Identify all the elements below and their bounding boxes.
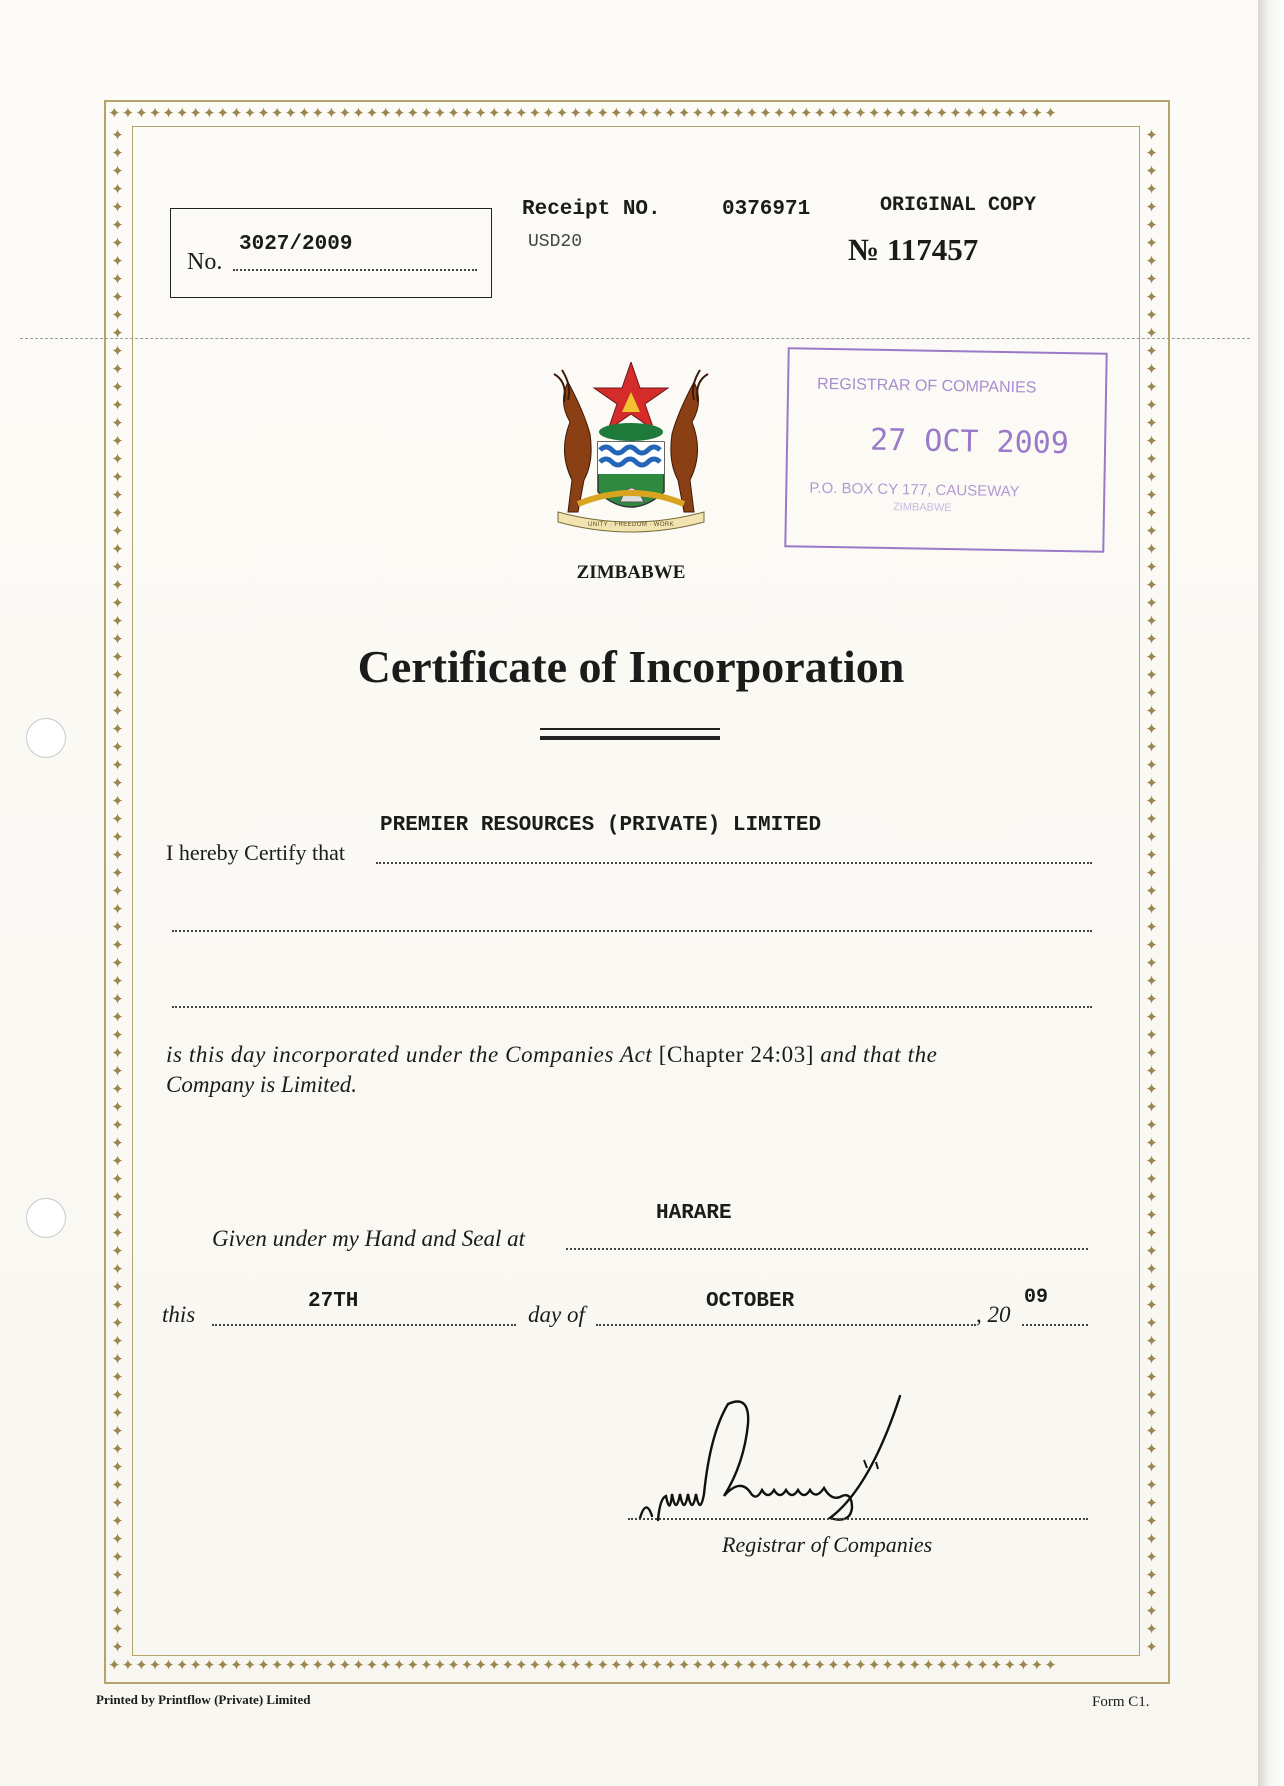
star-border-top: ✦✦✦✦✦✦✦✦✦✦✦✦✦✦✦✦✦✦✦✦✦✦✦✦✦✦✦✦✦✦✦✦✦✦✦✦✦✦✦✦✦✦✦✦✦✦✦✦✦✦✦✦✦✦✦✦✦✦✦✦✦✦✦✦✦✦✦✦✦✦ — [108, 104, 1058, 122]
number-label: No. — [187, 249, 223, 275]
coat-of-arms-emblem — [528, 362, 734, 540]
certificate-number-box — [170, 208, 492, 298]
receipt-number: 0376971 — [722, 198, 811, 221]
limited-statement: Company is Limited. — [166, 1072, 358, 1097]
company-name: PREMIER RESOURCES (PRIVATE) LIMITED — [380, 814, 822, 837]
this-label: this — [162, 1302, 196, 1327]
certify-label: I hereby Certify that — [166, 840, 345, 865]
emblem-motto: UNITY · FREEDOM · WORK — [588, 522, 675, 528]
stamp-address: P.O. BOX CY 177, CAUSEWAY — [809, 479, 1020, 501]
incorporation-statement: is this day incorporated under the Companies Act [Chapter 24:03] and that the — [166, 1042, 938, 1067]
form-number: Form C1. — [1092, 1694, 1150, 1710]
punch-hole — [26, 1198, 66, 1238]
registrar-stamp — [784, 347, 1107, 553]
star-border-left: ✦ ✦ ✦ ✦ ✦ ✦ ✦ ✦ ✦ ✦ ✦ ✦ ✦ ✦ ✦ ✦ ✦ ✦ ✦ ✦ ✦ ✦ ✦ ✦ ✦ ✦ ✦ ✦ ✦ ✦ ✦ ✦ ✦ ✦ ✦ ✦ ✦ ✦ ✦ ✦ ✦ ✦ ✦ ✦ ✦ ✦ ✦ ✦ ✦ ✦ ✦ ✦ ✦ ✦ ✦ ✦ ✦ ✦ ✦ ✦ ✦ ✦ ✦ ✦ ✦ ✦ ✦ ✦ ✦ ✦ ✦ ✦ ✦ ✦ ✦ ✦ ✦ ✦ ✦ ✦ ✦ ✦ ✦ ✦ ✦ — [111, 126, 125, 1656]
stamp-heading: REGISTRAR OF COMPANIES — [816, 375, 1037, 397]
year-prefix: , 20 — [976, 1302, 1011, 1327]
month-value: OCTOBER — [706, 1290, 795, 1313]
star-border-right: ✦ ✦ ✦ ✦ ✦ ✦ ✦ ✦ ✦ ✦ ✦ ✦ ✦ ✦ ✦ ✦ ✦ ✦ ✦ ✦ ✦ ✦ ✦ ✦ ✦ ✦ ✦ ✦ ✦ ✦ ✦ ✦ ✦ ✦ ✦ ✦ ✦ ✦ ✦ ✦ ✦ ✦ ✦ ✦ ✦ ✦ ✦ ✦ ✦ ✦ ✦ ✦ ✦ ✦ ✦ ✦ ✦ ✦ ✦ ✦ ✦ ✦ ✦ ✦ ✦ ✦ ✦ ✦ ✦ ✦ ✦ ✦ ✦ ✦ ✦ ✦ ✦ ✦ ✦ ✦ ✦ ✦ ✦ ✦ ✦ — [1145, 126, 1159, 1656]
serial-number: № 117457 — [848, 232, 979, 267]
certificate-number: 3027/2009 — [239, 233, 353, 256]
chapter-reference: [Chapter 24:03] — [658, 1042, 815, 1067]
company-dotted-line — [376, 862, 1092, 864]
day-of-label: day of — [528, 1302, 585, 1327]
stamp-date: 27 OCT 2009 — [869, 422, 1070, 462]
stamp-country: ZIMBABWE — [892, 501, 952, 515]
year-value: 09 — [1024, 1286, 1049, 1309]
certificate-title: Certificate of Incorporation — [357, 641, 905, 692]
paper-edge — [1258, 0, 1284, 1786]
punch-hole — [26, 718, 66, 758]
number-dotted-line — [233, 269, 477, 271]
year-dotted-line — [1022, 1324, 1088, 1326]
fold-line — [20, 338, 1250, 339]
blank-dotted-line — [172, 1006, 1092, 1008]
star-border-bottom: ✦✦✦✦✦✦✦✦✦✦✦✦✦✦✦✦✦✦✦✦✦✦✦✦✦✦✦✦✦✦✦✦✦✦✦✦✦✦✦✦✦✦✦✦✦✦✦✦✦✦✦✦✦✦✦✦✦✦✦✦✦✦✦✦✦✦✦✦✦✦ — [108, 1656, 1058, 1674]
place-dotted-line — [566, 1248, 1088, 1250]
printer-credit: Printed by Printflow (Private) Limited — [96, 1692, 311, 1707]
copy-label: ORIGINAL COPY — [880, 194, 1037, 217]
day-dotted-line — [212, 1324, 516, 1326]
title-rule — [540, 728, 720, 730]
registrar-label: Registrar of Companies — [722, 1532, 933, 1557]
month-dotted-line — [596, 1324, 976, 1326]
fee-value: USD20 — [528, 232, 583, 252]
place-value: HARARE — [656, 1202, 732, 1225]
blank-dotted-line — [172, 930, 1092, 932]
given-label: Given under my Hand and Seal at — [212, 1226, 525, 1251]
registrar-signature — [620, 1390, 980, 1530]
day-value: 27TH — [308, 1290, 359, 1313]
title-rule — [540, 736, 720, 740]
country-label: ZIMBABWE — [576, 562, 686, 583]
receipt-label: Receipt NO. — [522, 198, 661, 221]
signature-dotted-line — [628, 1518, 1088, 1520]
